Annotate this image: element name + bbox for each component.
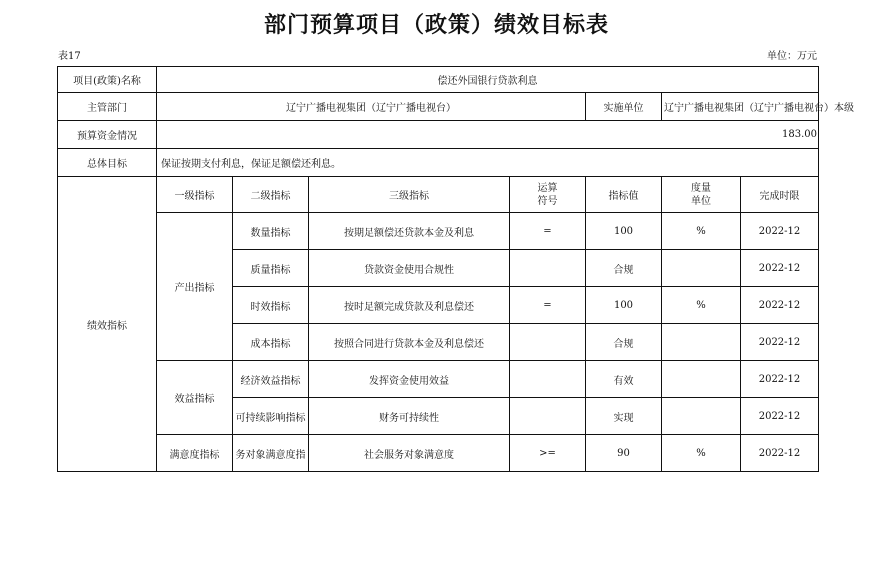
operator-cell — [510, 324, 586, 361]
header-measure-unit: 度量 单位 — [662, 177, 741, 213]
group-satisfaction: 满意度指标 — [157, 435, 233, 472]
performance-indicator-label: 绩效指标 — [58, 177, 157, 472]
operator-cell: = — [510, 287, 586, 324]
level3-cell: 发挥资金使用效益 — [309, 361, 510, 398]
deadline-cell: 2022-12 — [741, 361, 819, 398]
header-level2: 二级指标 — [233, 177, 309, 213]
header-level3: 三级指标 — [309, 177, 510, 213]
level3-cell: 财务可持续性 — [309, 398, 510, 435]
level2-cell: 质量指标 — [233, 250, 309, 287]
table-row — [58, 361, 819, 398]
page-title: 部门预算项目（政策）绩效目标表 — [263, 12, 609, 38]
unit-cell: % — [662, 287, 741, 324]
deadline-cell: 2022-12 — [741, 250, 819, 287]
overall-goal-label: 总体目标 — [58, 149, 157, 177]
group-output: 产出指标 — [157, 213, 233, 361]
level2-cell: 可持续影响指标 — [233, 398, 309, 435]
budget-row — [58, 121, 819, 149]
overall-goal-row — [58, 149, 819, 177]
performance-target-table — [57, 66, 854, 472]
deadline-cell: 2022-12 — [741, 213, 819, 250]
deadline-cell: 2022-12 — [741, 287, 819, 324]
project-name-row — [58, 67, 819, 93]
value-cell: 合规 — [586, 250, 662, 287]
level3-cell: 贷款资金使用合规性 — [309, 250, 510, 287]
department-row — [58, 93, 819, 121]
level2-cell: 务对象满意度指 — [233, 435, 309, 472]
level3-cell: 按期足额偿还贷款本金及利息 — [309, 213, 510, 250]
header-operator: 运算 符号 — [510, 177, 586, 213]
level2-cell: 时效指标 — [233, 287, 309, 324]
level3-cell: 按照合同进行贷款本金及利息偿还 — [309, 324, 510, 361]
header-value: 指标值 — [586, 177, 662, 213]
level3-cell: 按时足额完成贷款及利息偿还 — [309, 287, 510, 324]
unit-cell — [662, 324, 741, 361]
value-cell: 100 — [586, 213, 662, 250]
department-value: 辽宁广播电视集团（辽宁广播电视台） — [157, 93, 586, 121]
level2-cell: 成本指标 — [233, 324, 309, 361]
header-level1: 一级指标 — [157, 177, 233, 213]
value-cell: 90 — [586, 435, 662, 472]
value-cell: 实现 — [586, 398, 662, 435]
operator-cell: = — [510, 213, 586, 250]
deadline-cell: 2022-12 — [741, 398, 819, 435]
table-row — [58, 435, 819, 472]
project-name-label: 项目(政策)名称 — [58, 67, 157, 93]
operator-cell — [510, 250, 586, 287]
value-cell: 合规 — [586, 324, 662, 361]
level2-cell: 数量指标 — [233, 213, 309, 250]
implementing-unit-label: 实施单位 — [586, 93, 662, 121]
budget-label: 预算资金情况 — [58, 121, 157, 149]
unit-cell — [662, 250, 741, 287]
unit-cell — [662, 398, 741, 435]
unit-cell: % — [662, 435, 741, 472]
deadline-cell: 2022-12 — [741, 435, 819, 472]
group-benefit: 效益指标 — [157, 361, 233, 435]
indicator-header-row — [58, 177, 819, 213]
operator-cell — [510, 361, 586, 398]
unit-label: 单位：万元 — [767, 51, 817, 62]
implementing-unit-value: 辽宁广播电视集团（辽宁广播电视台）本级 — [662, 93, 819, 121]
operator-cell: >= — [510, 435, 586, 472]
department-label: 主管部门 — [58, 93, 157, 121]
level2-cell: 经济效益指标 — [233, 361, 309, 398]
unit-cell — [662, 361, 741, 398]
operator-cell — [510, 398, 586, 435]
unit-cell: % — [662, 213, 741, 250]
overall-goal-value: 保证按期支付利息，保证足额偿还利息。 — [157, 149, 819, 177]
table-row — [58, 213, 819, 250]
deadline-cell: 2022-12 — [741, 324, 819, 361]
value-cell: 有效 — [586, 361, 662, 398]
header-deadline: 完成时限 — [741, 177, 819, 213]
budget-value: 183.00 — [157, 121, 819, 149]
value-cell: 100 — [586, 287, 662, 324]
level3-cell: 社会服务对象满意度 — [309, 435, 510, 472]
project-name-value: 偿还外国银行贷款利息 — [157, 67, 819, 93]
table-number: 表17 — [58, 51, 81, 62]
